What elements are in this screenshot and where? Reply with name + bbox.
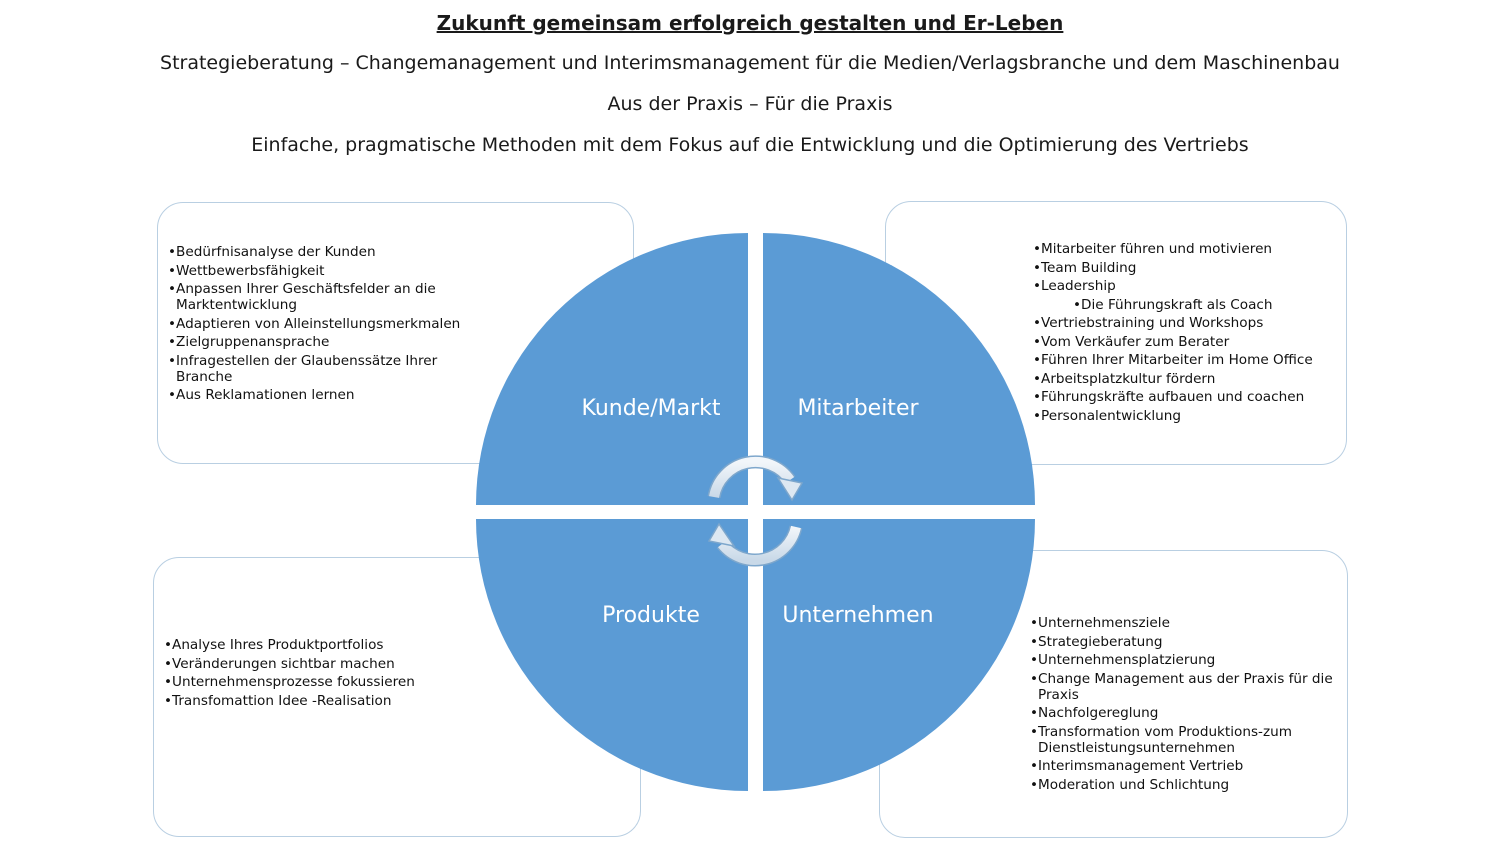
list-item: •Vertriebstraining und Workshops (1033, 315, 1264, 331)
list-item: •Vom Verkäufer zum Berater (1033, 333, 1230, 350)
list-item: •Führungskräfte aufbauen und coachen (1033, 389, 1305, 405)
subtitle-services: Strategieberatung – Changemanagement und Interimsmanagement für die Medien/Verlagsbranche und dem Maschinenbau (160, 52, 1340, 74)
list-item: •Personalentwicklung (1033, 407, 1181, 424)
list-item: •Transfomattion Idee -Realisation (164, 692, 392, 709)
list-subitem: •Die Führungskraft als Coach (1073, 296, 1273, 313)
list-mitarbeiter (1033, 241, 1338, 426)
list-item: •Führen Ihrer Mitarbeiter im Home Office (1033, 352, 1313, 368)
list-item: •Adaptieren von Alleinstellungsmerkmalen (168, 315, 461, 332)
list-item: •Infragestellen der Glaubenssätze Ihrer Branche (168, 352, 438, 385)
list-item: •Aus Reklamationen lernen (168, 387, 355, 403)
list-item: •Nachfolgereglung (1030, 705, 1159, 721)
list-item: •Transformation vom Produktions-zum Dienstleistungsunternehmen (1030, 723, 1292, 756)
list-item: •Bedürfnisanalyse der Kunden (168, 244, 376, 260)
label-mitarbeiter: Mitarbeiter (797, 396, 919, 421)
list-item: •Arbeitsplatzkultur fördern (1033, 370, 1216, 387)
quadrant-mitarbeiter (763, 233, 1035, 505)
list-item: •Leadership (1033, 278, 1116, 294)
page-title: Zukunft gemeinsam erfolgreich gestalten und Er-Leben (436, 11, 1064, 35)
list-item: •Wettbewerbsfähigkeit (168, 262, 325, 279)
list-item: •Change Management aus der Praxis für die Praxis (1030, 670, 1333, 703)
list-kunde-markt (168, 244, 468, 406)
list-item: •Unternehmensprozesse fokussieren (164, 674, 415, 690)
list-item: •Unternehmensziele (1030, 615, 1170, 631)
list-item: •Anpassen Ihrer Geschäftsfelder an die Marktentwicklung (168, 281, 436, 313)
list-item: •Interimsmanagement Vertrieb (1030, 758, 1244, 774)
list-produkte (164, 637, 464, 711)
label-kunde-markt: Kunde/Markt (581, 396, 721, 421)
list-item: •Unternehmensplatzierung (1030, 652, 1216, 668)
list-item: •Mitarbeiter führen und motivieren (1033, 241, 1273, 257)
quadrant-unternehmen (763, 519, 1035, 791)
quadrant-kunde-markt (476, 233, 748, 505)
list-item: •Moderation und Schlichtung (1030, 776, 1230, 793)
list-unternehmen (1030, 615, 1335, 795)
quadrant-produkte (476, 519, 748, 791)
subtitle-methods: Einfache, pragmatische Methoden mit dem Fokus auf die Entwicklung und die Optimierung des Vertriebs (251, 134, 1249, 156)
label-unternehmen: Unternehmen (782, 603, 934, 628)
subtitle-motto: Aus der Praxis – Für die Praxis (607, 93, 893, 115)
list-item: •Team Building (1033, 259, 1137, 276)
list-item: •Strategieberatung (1030, 633, 1163, 650)
list-item: •Analyse Ihres Produktportfolios (164, 637, 384, 653)
list-item: •Zielgruppenansprache (168, 334, 330, 350)
label-produkte: Produkte (602, 603, 700, 628)
list-item: •Veränderungen sichtbar machen (164, 655, 395, 672)
